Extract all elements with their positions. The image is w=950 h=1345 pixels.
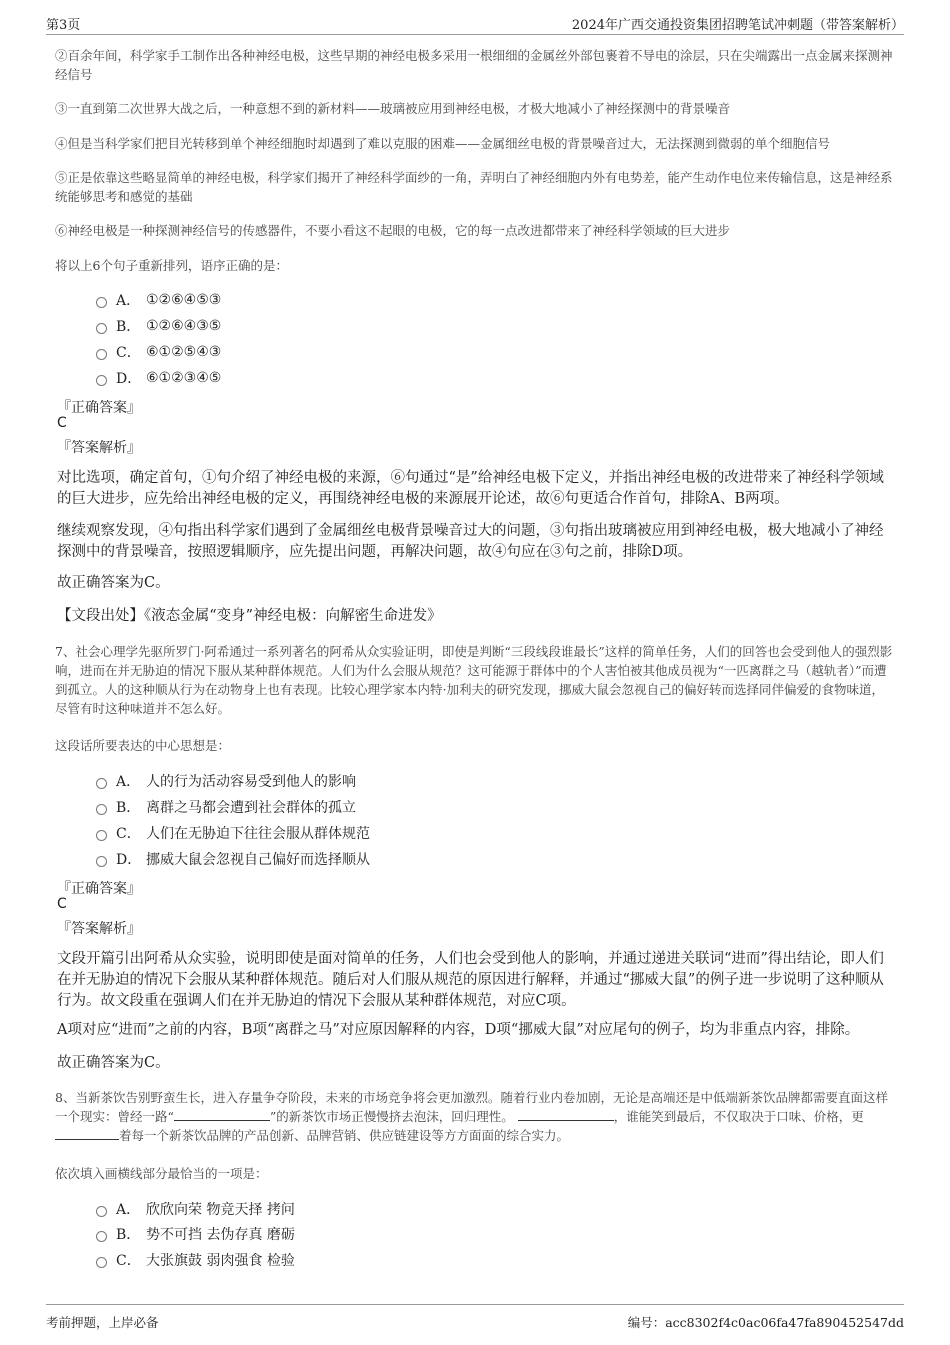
- analysis-conclusion: 故正确答案为C。: [57, 1055, 170, 1071]
- page-number: 第3页: [46, 18, 81, 33]
- document-title: 2024年广西交通投资集团招聘笔试冲刺题（带答案解析）: [571, 18, 904, 33]
- analysis-label: 『答案解析』: [57, 921, 141, 937]
- page-header: [46, 12, 904, 35]
- option-b[interactable]: B． ①②⑥④③⑤: [96, 316, 221, 336]
- option-d[interactable]: D． 挪威大鼠会忽视自己偏好而选择顺从: [96, 849, 370, 869]
- option-a[interactable]: A． 人的行为活动容易受到他人的影响: [96, 771, 356, 791]
- analysis-conclusion: 故正确答案为C。: [57, 575, 170, 591]
- radio-icon[interactable]: [96, 856, 107, 867]
- correct-answer: C: [57, 896, 67, 912]
- option-c[interactable]: C． ⑥①②⑤④③: [96, 342, 221, 362]
- radio-icon[interactable]: [96, 1206, 107, 1217]
- question-stem: 8、当新茶饮告别野蛮生长，进入存量争夺阶段，未来的市场竞争将会更加激烈。随着行业内卷加剧，无论是高端还是中低端新茶饮品牌都需要直面这样一个现实：曾经一路“ ”的新茶饮市场正慢慢挤去泡沫，回归理性。 ，谁能笑到最后，不仅取决于口味、价格，更着每一个新茶饮品牌的产品创新、品牌营销、供应链建设等方方面面的综合实力。: [55, 1090, 888, 1143]
- footer-slogan: 考前押题，上岸必备: [46, 1315, 159, 1330]
- radio-icon[interactable]: [96, 297, 107, 308]
- radio-icon[interactable]: [96, 323, 107, 334]
- sentence-6: ⑥神经电极是一种探测神经信号的传感器件，不要小看这不起眼的电极，它的每一点改进都带来了神经科学领域的巨大进步: [55, 223, 731, 238]
- analysis-paragraph: 对比选项，确定首句，①句介绍了神经电极的来源，⑥句通过“是”给神经电极下定义，并指出神经电极的改进带来了神经科学领域的巨大进步，应先给出神经电极的定义，再围绕神经电极的来源展开论述，故⑥句更适合作首句，排除A、B两项。: [57, 470, 884, 507]
- radio-icon[interactable]: [96, 778, 107, 789]
- analysis-paragraph: 文段开篇引出阿希从众实验，说明即使是面对简单的任务，人们也会受到他人的影响，并通过递进关联词“进而”得出结论，即人们在并无胁迫的情况下会服从某种群体规范。随后对人们服从规范的原因进行解释，并通过“挪威大鼠”的例子进一步说明了这种顺从行为。故文段重在强调人们在并无胁迫的情况下会服从某种群体规范，对应C项。: [57, 951, 884, 1009]
- question-prompt: 依次填入画横线部分最恰当的一项是：: [55, 1166, 268, 1181]
- sentence-3: ③一直到第二次世界大战之后，一种意想不到的新材料——玻璃被应用到神经电极，才极大地减小了神经探测中的背景噪音: [55, 101, 731, 116]
- correct-answer-label: 『正确答案』: [57, 400, 141, 416]
- analysis-paragraph: 继续观察发现，④句指出科学家们遇到了金属细丝电极背景噪音过大的问题，③句指出玻璃被应用到神经电极，极大地减小了神经探测中的背景噪音，按照逻辑顺序，应先提出问题，再解决问题，故④句应在③句之前，排除D项。: [57, 523, 884, 560]
- radio-icon[interactable]: [96, 349, 107, 360]
- radio-icon[interactable]: [96, 804, 107, 815]
- correct-answer-label: 『正确答案』: [57, 881, 141, 897]
- document-id: 编号：acc8302f4c0ac06fa47fa890452547dd: [627, 1315, 904, 1330]
- option-b[interactable]: B． 势不可挡 去伪存真 磨砺: [96, 1224, 295, 1244]
- question-prompt: 将以上6个句子重新排列，语序正确的是：: [55, 258, 288, 273]
- sentence-4: ④但是当科学家们把目光转移到单个神经细胞时却遇到了难以克服的困难——金属细丝电极的背景噪音过大，无法探测到微弱的单个细胞信号: [55, 136, 831, 151]
- option-a[interactable]: A． 欣欣向荣 物竞天择 拷问: [96, 1199, 295, 1219]
- source-citation: 【文段出处】《液态金属“变身”神经电极：向解密生命进发》: [57, 608, 442, 624]
- analysis-paragraph: A项对应“进而”之前的内容，B项“离群之马”对应原因解释的内容，D项“挪威大鼠”对应尾句的例子，均为非重点内容，排除。: [57, 1022, 860, 1038]
- radio-icon[interactable]: [96, 1257, 107, 1268]
- radio-icon[interactable]: [96, 830, 107, 841]
- sentence-2: ②百余年间，科学家手工制作出各种神经电极，这些早期的神经电极多采用一根细细的金属丝外部包裹着不导电的涂层，只在尖端露出一点金属来探测神经信号: [55, 48, 893, 82]
- fill-blank-3: [55, 1127, 119, 1140]
- page-footer: [46, 1304, 904, 1335]
- radio-icon[interactable]: [96, 375, 107, 386]
- option-b[interactable]: B． 离群之马都会遭到社会群体的孤立: [96, 797, 356, 817]
- correct-answer: C: [57, 415, 67, 431]
- option-c[interactable]: C． 人们在无胁迫下往往会服从群体规范: [96, 823, 370, 843]
- sentence-5: ⑤正是依靠这些略显简单的神经电极，科学家们揭开了神经科学面纱的一角，弄明白了神经细胞内外有电势差，能产生动作电位来传输信息，这是神经系统能够思考和感觉的基础: [55, 170, 893, 204]
- option-c[interactable]: C． 大张旗鼓 弱肉强食 检验: [96, 1250, 295, 1270]
- analysis-label: 『答案解析』: [57, 440, 141, 456]
- question-stem: 7、社会心理学先驱所罗门·阿希通过一系列著名的阿希从众实验证明，即使是判断“三段线段谁最长”这样的简单任务，人们的回答也会受到他人的强烈影响，进而在并无胁迫的情况下服从某种群体规范。人们为什么会服从规范？这可能源于群体中的个人害怕被其他成员视为“一匹离群之马（越轨者）”而遭到孤立。人的这种顺从行为在动物身上也有表现。比较心理学家本内特·加利夫的研究发现，挪威大鼠会忽视自己的偏好转而选择同伴偏爱的食物味道，尽管有时这种味道并不怎么好。: [55, 644, 893, 716]
- option-a[interactable]: A． ①②⑥④⑤③: [96, 290, 221, 310]
- radio-icon[interactable]: [96, 1231, 107, 1242]
- fill-blank-1: [174, 1108, 270, 1121]
- question-prompt: 这段话所要表达的中心思想是：: [55, 738, 231, 753]
- option-d[interactable]: D． ⑥①②③④⑤: [96, 368, 221, 388]
- fill-blank-2: [518, 1108, 614, 1121]
